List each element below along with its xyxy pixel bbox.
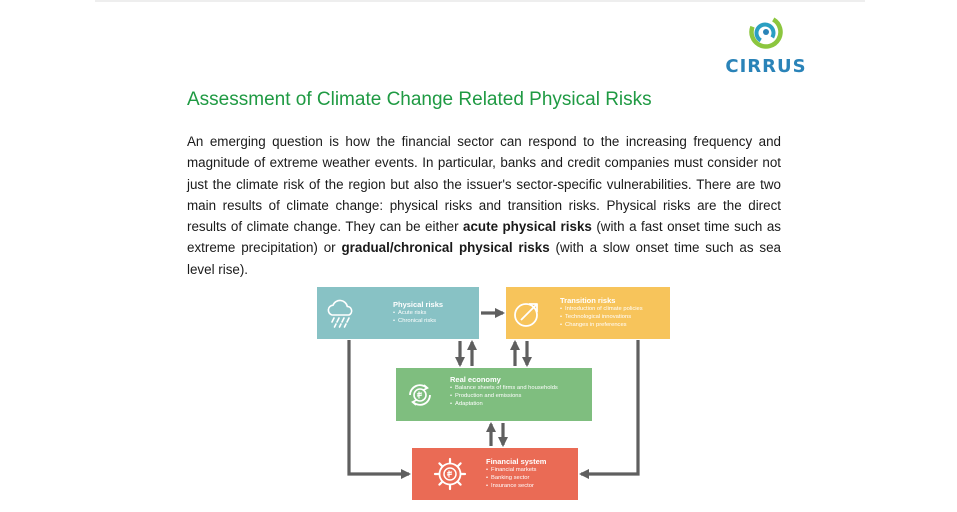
list-item: • Introduction of climate policies: [560, 306, 643, 314]
physical-risks-title: Physical risks: [393, 300, 444, 309]
financial-system-list: [486, 467, 536, 490]
list-item: • Changes in preferences: [560, 322, 643, 330]
real-economy-box: [396, 368, 592, 421]
list-item: • Technological innovations: [560, 314, 643, 322]
body-paragraph: [187, 131, 781, 280]
list-item: • Production and emissions: [450, 393, 558, 401]
paragraph-text-2: (with a fast onset time such as extreme precipitation) or: [187, 219, 781, 256]
list-item: • Financial markets: [486, 467, 536, 475]
paragraph-text-1: An emerging question is how the financial sector can respond to the increasing frequency and magnitude of extreme weather events. In particular, banks and credit companies must consider not just the climate risk of the region but also the issuer's sector-specific vulnerabilities. There are two main results of climate change: physical risks and transition risks. Physical risks are the direct results of climate change. They can be either: [187, 134, 781, 235]
paragraph-bold-acute: acute physical risks: [463, 219, 592, 235]
list-item: • Balance sheets of firms and households: [450, 385, 558, 393]
cirrus-logo-icon: [748, 14, 784, 50]
financial-system-box: [412, 448, 578, 500]
transition-risks-list: [560, 306, 643, 329]
real-economy-title: Real economy: [450, 375, 501, 384]
list-item: • Chronical risks: [393, 318, 436, 326]
financial-system-title: Financial system: [486, 457, 547, 466]
transition-risks-box: [506, 287, 670, 339]
physical-risks-box: [317, 287, 479, 339]
list-item: • Acute risks: [393, 310, 436, 318]
paragraph-bold-gradual: gradual/chronical physical risks: [341, 240, 550, 256]
physical-risks-list: [393, 310, 436, 326]
real-economy-list: [450, 385, 558, 408]
rain-cloud-icon: [323, 295, 359, 331]
climate-risk-diagram: [300, 284, 680, 506]
logo-wordmark: CIRRUS: [725, 56, 807, 77]
transition-risks-title: Transition risks: [560, 296, 616, 305]
list-item: • Banking sector: [486, 475, 536, 483]
document-title: Assessment of Climate Change Related Physical Risks: [187, 89, 652, 110]
paragraph-text-3: (with a slow onset time such as sea level rise).: [187, 240, 781, 277]
list-item: • Adaptation: [450, 401, 558, 409]
list-item: • Insurance sector: [486, 483, 536, 491]
arrow-circle-icon: [510, 295, 546, 331]
currency-cycle-icon: [402, 377, 438, 413]
currency-gear-icon: [432, 456, 468, 492]
page-top-edge: [95, 0, 865, 2]
cirrus-logo: [724, 14, 808, 80]
